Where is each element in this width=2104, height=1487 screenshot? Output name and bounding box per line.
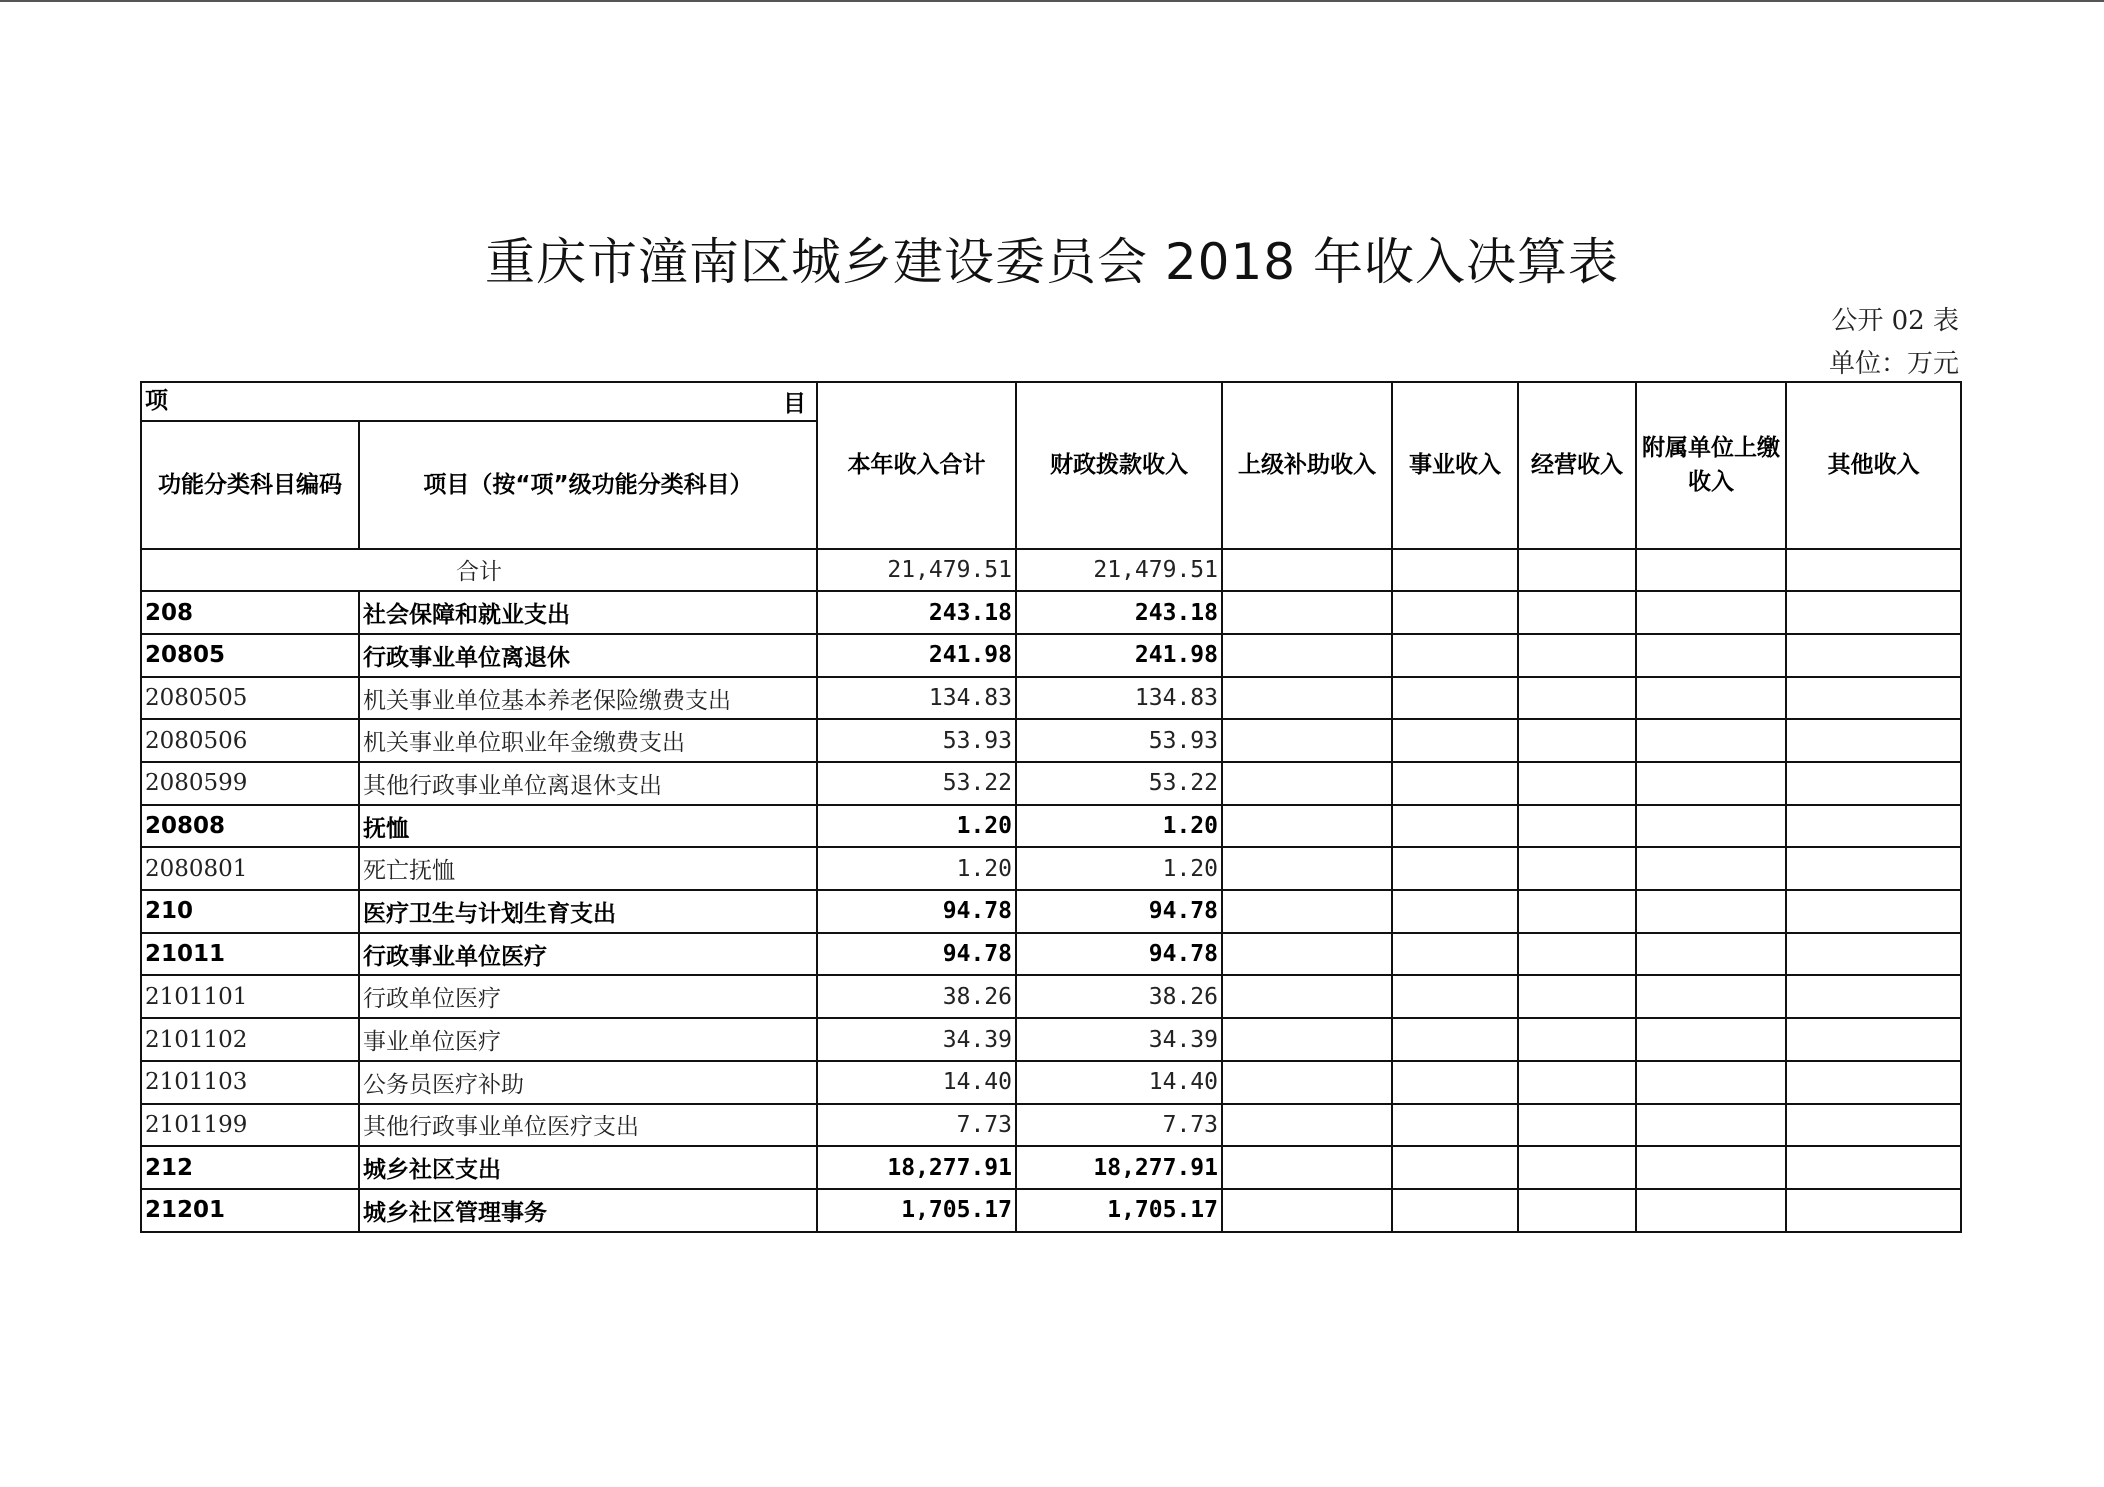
empty-cell	[1636, 1189, 1786, 1232]
empty-cell	[1222, 975, 1392, 1018]
empty-cell	[1222, 847, 1392, 890]
empty-cell	[1636, 762, 1786, 805]
name-cell: 城乡社区管理事务	[359, 1189, 817, 1232]
empty-cell	[1518, 591, 1636, 634]
name-cell: 其他行政事业单位医疗支出	[359, 1104, 817, 1147]
fiscal-income-cell: 1.20	[1016, 805, 1222, 848]
table-row	[141, 591, 1961, 634]
total-row	[141, 549, 1961, 592]
fiscal-income-cell: 1,705.17	[1016, 1189, 1222, 1232]
empty-cell	[1392, 975, 1518, 1018]
total-income-cell: 38.26	[817, 975, 1016, 1018]
code-cell: 208	[141, 591, 359, 634]
fiscal-income-cell: 1.20	[1016, 847, 1222, 890]
fiscal-income-cell: 134.83	[1016, 677, 1222, 720]
empty-cell	[1518, 1104, 1636, 1147]
empty-cell	[1392, 1189, 1518, 1232]
empty-cell	[1636, 634, 1786, 677]
name-cell: 公务员医疗补助	[359, 1061, 817, 1104]
empty-cell	[1636, 975, 1786, 1018]
code-cell: 20805	[141, 634, 359, 677]
empty-cell	[1636, 805, 1786, 848]
code-cell: 2080505	[141, 677, 359, 720]
empty-cell	[1222, 719, 1392, 762]
code-cell: 2101103	[141, 1061, 359, 1104]
col-header-fiscal: 财政拨款收入	[1016, 382, 1222, 549]
col-header-superior: 上级补助收入	[1222, 382, 1392, 549]
table-row	[141, 1061, 1961, 1104]
fiscal-income-cell: 94.78	[1016, 933, 1222, 976]
income-table	[140, 381, 1962, 1233]
empty-cell	[1222, 549, 1392, 592]
code-cell: 2101102	[141, 1018, 359, 1061]
empty-cell	[1636, 719, 1786, 762]
total-income-cell: 21,479.51	[817, 549, 1016, 592]
code-cell: 2101101	[141, 975, 359, 1018]
empty-cell	[1392, 677, 1518, 720]
empty-cell	[1518, 1189, 1636, 1232]
empty-cell	[1786, 1018, 1961, 1061]
name-cell: 行政单位医疗	[359, 975, 817, 1018]
empty-cell	[1786, 591, 1961, 634]
code-cell: 2101199	[141, 1104, 359, 1147]
empty-cell	[1392, 847, 1518, 890]
empty-cell	[1392, 719, 1518, 762]
name-cell: 机关事业单位职业年金缴费支出	[359, 719, 817, 762]
code-cell: 20808	[141, 805, 359, 848]
empty-cell	[1518, 1061, 1636, 1104]
empty-cell	[1392, 933, 1518, 976]
total-income-cell: 94.78	[817, 890, 1016, 933]
code-cell: 21201	[141, 1189, 359, 1232]
code-cell: 21011	[141, 933, 359, 976]
empty-cell	[1222, 933, 1392, 976]
empty-cell	[1222, 1018, 1392, 1061]
col-header-other: 其他收入	[1786, 382, 1961, 549]
empty-cell	[1392, 1061, 1518, 1104]
empty-cell	[1518, 933, 1636, 976]
empty-cell	[1636, 591, 1786, 634]
empty-cell	[1392, 1146, 1518, 1189]
name-cell: 社会保障和就业支出	[359, 591, 817, 634]
empty-cell	[1392, 1018, 1518, 1061]
empty-cell	[1518, 634, 1636, 677]
document-title: 重庆市潼南区城乡建设委员会 2018 年收入决算表	[484, 233, 1620, 291]
table-row	[141, 1189, 1961, 1232]
empty-cell	[1636, 1146, 1786, 1189]
col-header-total: 本年收入合计	[817, 382, 1016, 549]
empty-cell	[1392, 890, 1518, 933]
header-row-1	[141, 382, 1961, 421]
name-cell: 机关事业单位基本养老保险缴费支出	[359, 677, 817, 720]
empty-cell	[1222, 890, 1392, 933]
total-income-cell: 94.78	[817, 933, 1016, 976]
empty-cell	[1786, 847, 1961, 890]
empty-cell	[1786, 805, 1961, 848]
code-col-header: 功能分类科目编码	[141, 421, 359, 549]
empty-cell	[1392, 805, 1518, 848]
total-income-cell: 1.20	[817, 847, 1016, 890]
empty-cell	[1518, 762, 1636, 805]
empty-cell	[1636, 890, 1786, 933]
total-income-cell: 1.20	[817, 805, 1016, 848]
empty-cell	[1518, 677, 1636, 720]
code-cell: 210	[141, 890, 359, 933]
fiscal-income-cell: 34.39	[1016, 1018, 1222, 1061]
fiscal-income-cell: 241.98	[1016, 634, 1222, 677]
fiscal-income-cell: 14.40	[1016, 1061, 1222, 1104]
project-header	[141, 382, 817, 421]
fiscal-income-cell: 94.78	[1016, 890, 1222, 933]
total-income-cell: 18,277.91	[817, 1146, 1016, 1189]
total-fiscal-cell: 21,479.51	[1016, 549, 1222, 592]
empty-cell	[1636, 549, 1786, 592]
empty-cell	[1222, 1146, 1392, 1189]
table-row	[141, 762, 1961, 805]
project-header-left: 项	[145, 388, 168, 415]
code-cell: 2080801	[141, 847, 359, 890]
name-cell: 抚恤	[359, 805, 817, 848]
empty-cell	[1786, 549, 1961, 592]
name-cell: 其他行政事业单位离退休支出	[359, 762, 817, 805]
name-cell: 行政事业单位离退休	[359, 634, 817, 677]
name-cell: 死亡抚恤	[359, 847, 817, 890]
table-row	[141, 1146, 1961, 1189]
empty-cell	[1786, 762, 1961, 805]
fiscal-income-cell: 53.93	[1016, 719, 1222, 762]
table-row	[141, 1104, 1961, 1147]
fiscal-income-cell: 53.22	[1016, 762, 1222, 805]
code-cell: 2080506	[141, 719, 359, 762]
empty-cell	[1786, 634, 1961, 677]
project-header-right: 目	[783, 391, 806, 417]
empty-cell	[1222, 634, 1392, 677]
table-row	[141, 1018, 1961, 1061]
col-header-business: 事业收入	[1392, 382, 1518, 549]
fiscal-income-cell: 243.18	[1016, 591, 1222, 634]
empty-cell	[1392, 634, 1518, 677]
empty-cell	[1786, 933, 1961, 976]
name-cell: 城乡社区支出	[359, 1146, 817, 1189]
empty-cell	[1786, 1146, 1961, 1189]
name-cell: 行政事业单位医疗	[359, 933, 817, 976]
empty-cell	[1392, 549, 1518, 592]
total-income-cell: 53.22	[817, 762, 1016, 805]
total-income-cell: 34.39	[817, 1018, 1016, 1061]
empty-cell	[1222, 1061, 1392, 1104]
empty-cell	[1786, 1104, 1961, 1147]
total-income-cell: 1,705.17	[817, 1189, 1016, 1232]
total-income-cell: 243.18	[817, 591, 1016, 634]
empty-cell	[1636, 933, 1786, 976]
table-row	[141, 719, 1961, 762]
empty-cell	[1786, 890, 1961, 933]
name-cell: 事业单位医疗	[359, 1018, 817, 1061]
empty-cell	[1518, 549, 1636, 592]
total-label: 合计	[141, 549, 817, 592]
empty-cell	[1518, 1146, 1636, 1189]
empty-cell	[1392, 591, 1518, 634]
table-row	[141, 634, 1961, 677]
table-row	[141, 933, 1961, 976]
fiscal-income-cell: 38.26	[1016, 975, 1222, 1018]
fiscal-income-cell: 7.73	[1016, 1104, 1222, 1147]
empty-cell	[1636, 847, 1786, 890]
code-cell: 2080599	[141, 762, 359, 805]
fiscal-income-cell: 18,277.91	[1016, 1146, 1222, 1189]
empty-cell	[1518, 805, 1636, 848]
table-row	[141, 677, 1961, 720]
empty-cell	[1518, 1018, 1636, 1061]
table-row	[141, 847, 1961, 890]
total-income-cell: 134.83	[817, 677, 1016, 720]
total-income-cell: 7.73	[817, 1104, 1016, 1147]
code-cell: 212	[141, 1146, 359, 1189]
empty-cell	[1518, 975, 1636, 1018]
name-cell: 医疗卫生与计划生育支出	[359, 890, 817, 933]
empty-cell	[1786, 677, 1961, 720]
table-row	[141, 890, 1961, 933]
empty-cell	[1222, 1189, 1392, 1232]
empty-cell	[1392, 762, 1518, 805]
empty-cell	[1222, 677, 1392, 720]
total-income-cell: 14.40	[817, 1061, 1016, 1104]
unit-label: 单位：万元	[1828, 349, 1959, 379]
empty-cell	[1636, 677, 1786, 720]
table-code: 公开 02 表	[1831, 306, 1959, 336]
total-income-cell: 53.93	[817, 719, 1016, 762]
name-col-header: 项目（按“项”级功能分类科目）	[359, 421, 817, 549]
empty-cell	[1786, 1061, 1961, 1104]
col-header-operation: 经营收入	[1518, 382, 1636, 549]
empty-cell	[1786, 719, 1961, 762]
page-top-border	[0, 0, 2104, 2]
empty-cell	[1636, 1018, 1786, 1061]
empty-cell	[1222, 1104, 1392, 1147]
empty-cell	[1222, 805, 1392, 848]
empty-cell	[1222, 762, 1392, 805]
col-header-affiliate: 附属单位上缴收入	[1636, 382, 1786, 549]
total-income-cell: 241.98	[817, 634, 1016, 677]
empty-cell	[1392, 1104, 1518, 1147]
empty-cell	[1786, 1189, 1961, 1232]
empty-cell	[1518, 719, 1636, 762]
table-row	[141, 975, 1961, 1018]
empty-cell	[1518, 847, 1636, 890]
empty-cell	[1636, 1104, 1786, 1147]
empty-cell	[1636, 1061, 1786, 1104]
empty-cell	[1518, 890, 1636, 933]
table-row	[141, 805, 1961, 848]
empty-cell	[1222, 591, 1392, 634]
empty-cell	[1786, 975, 1961, 1018]
